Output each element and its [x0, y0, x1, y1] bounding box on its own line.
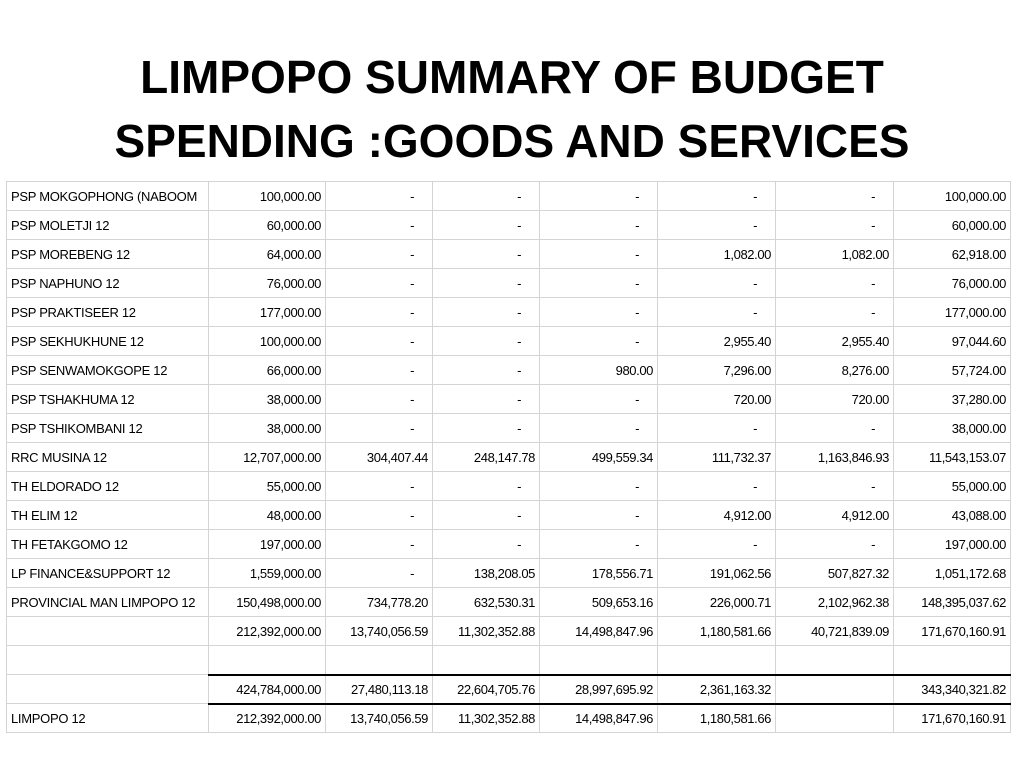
amount-cell: 11,302,352.88 — [433, 617, 540, 646]
budget-spending-table — [6, 181, 1011, 733]
amount-cell: 1,051,172.68 — [894, 559, 1011, 588]
amount-cell: - — [326, 356, 433, 385]
amount-cell: - — [540, 182, 658, 211]
amount-cell: 60,000.00 — [209, 211, 326, 240]
amount-cell: 191,062.56 — [658, 559, 776, 588]
amount-cell: 4,912.00 — [658, 501, 776, 530]
amount-cell: 2,361,163.32 — [658, 675, 776, 704]
amount-cell: 509,653.16 — [540, 588, 658, 617]
amount-cell: 100,000.00 — [209, 327, 326, 356]
row-label-cell: PSP TSHAKHUMA 12 — [7, 385, 209, 414]
amount-cell: 1,163,846.93 — [776, 443, 894, 472]
amount-cell: - — [433, 240, 540, 269]
row-label-cell: PSP NAPHUNO 12 — [7, 269, 209, 298]
amount-cell: - — [433, 182, 540, 211]
amount-cell: 66,000.00 — [209, 356, 326, 385]
amount-cell: 138,208.05 — [433, 559, 540, 588]
row-label-cell: PSP SEKHUKHUNE 12 — [7, 327, 209, 356]
amount-cell: 720.00 — [658, 385, 776, 414]
amount-cell: 37,280.00 — [894, 385, 1011, 414]
table-row — [7, 240, 1011, 269]
table-row — [7, 298, 1011, 327]
amount-cell: 1,180,581.66 — [658, 617, 776, 646]
table-row — [7, 617, 1011, 646]
amount-cell: 60,000.00 — [894, 211, 1011, 240]
amount-cell: - — [326, 211, 433, 240]
amount-cell: 38,000.00 — [209, 414, 326, 443]
amount-cell: - — [776, 211, 894, 240]
amount-cell: - — [326, 298, 433, 327]
amount-cell: 1,082.00 — [776, 240, 894, 269]
amount-cell: 2,955.40 — [658, 327, 776, 356]
amount-cell: - — [776, 472, 894, 501]
amount-cell: 55,000.00 — [894, 472, 1011, 501]
amount-cell: 212,392,000.00 — [209, 704, 326, 733]
table-row — [7, 530, 1011, 559]
amount-cell: 178,556.71 — [540, 559, 658, 588]
row-label-cell — [7, 675, 209, 704]
table-row — [7, 559, 1011, 588]
amount-cell: - — [326, 414, 433, 443]
amount-cell: - — [658, 269, 776, 298]
amount-cell: - — [540, 327, 658, 356]
table-row — [7, 443, 1011, 472]
budget-table-body — [7, 182, 1011, 733]
row-label-cell: PROVINCIAL MAN LIMPOPO 12 — [7, 588, 209, 617]
table-row — [7, 356, 1011, 385]
amount-cell: 507,827.32 — [776, 559, 894, 588]
amount-cell — [776, 704, 894, 733]
row-label-cell: PSP TSHIKOMBANI 12 — [7, 414, 209, 443]
row-label-cell — [7, 617, 209, 646]
amount-cell — [433, 646, 540, 675]
amount-cell: - — [540, 501, 658, 530]
amount-cell: - — [326, 559, 433, 588]
amount-cell — [658, 646, 776, 675]
row-label-cell: PSP PRAKTISEER 12 — [7, 298, 209, 327]
amount-cell: 22,604,705.76 — [433, 675, 540, 704]
amount-cell: 76,000.00 — [209, 269, 326, 298]
amount-cell: - — [776, 414, 894, 443]
amount-cell: - — [776, 269, 894, 298]
amount-cell: - — [326, 385, 433, 414]
amount-cell: - — [433, 472, 540, 501]
amount-cell: 8,276.00 — [776, 356, 894, 385]
amount-cell: 43,088.00 — [894, 501, 1011, 530]
amount-cell: 14,498,847.96 — [540, 704, 658, 733]
amount-cell: - — [658, 472, 776, 501]
row-label-cell: TH ELIM 12 — [7, 501, 209, 530]
amount-cell: 304,407.44 — [326, 443, 433, 472]
amount-cell: - — [776, 298, 894, 327]
amount-cell: - — [540, 530, 658, 559]
amount-cell: 14,498,847.96 — [540, 617, 658, 646]
amount-cell: 499,559.34 — [540, 443, 658, 472]
row-label-cell: TH ELDORADO 12 — [7, 472, 209, 501]
amount-cell: 212,392,000.00 — [209, 617, 326, 646]
amount-cell: - — [776, 182, 894, 211]
amount-cell: - — [776, 530, 894, 559]
amount-cell: 226,000.71 — [658, 588, 776, 617]
amount-cell: - — [433, 530, 540, 559]
amount-cell: - — [540, 414, 658, 443]
amount-cell: - — [540, 211, 658, 240]
amount-cell — [776, 646, 894, 675]
slide-title — [0, 45, 1024, 173]
amount-cell: 720.00 — [776, 385, 894, 414]
table-row — [7, 182, 1011, 211]
amount-cell: 2,102,962.38 — [776, 588, 894, 617]
amount-cell: 55,000.00 — [209, 472, 326, 501]
amount-cell: 62,918.00 — [894, 240, 1011, 269]
amount-cell: - — [433, 414, 540, 443]
amount-cell: 150,498,000.00 — [209, 588, 326, 617]
table-row — [7, 327, 1011, 356]
amount-cell: 7,296.00 — [658, 356, 776, 385]
amount-cell: - — [433, 298, 540, 327]
amount-cell: 171,670,160.91 — [894, 617, 1011, 646]
amount-cell: 4,912.00 — [776, 501, 894, 530]
table-row — [7, 501, 1011, 530]
amount-cell: - — [658, 182, 776, 211]
amount-cell: - — [658, 414, 776, 443]
amount-cell: - — [326, 240, 433, 269]
amount-cell: - — [433, 211, 540, 240]
amount-cell: - — [433, 269, 540, 298]
amount-cell: 13,740,056.59 — [326, 617, 433, 646]
amount-cell — [540, 646, 658, 675]
amount-cell: 97,044.60 — [894, 327, 1011, 356]
amount-cell: - — [326, 269, 433, 298]
row-label-cell: PSP SENWAMOKGOPE 12 — [7, 356, 209, 385]
row-label-cell: PSP MOLETJI 12 — [7, 211, 209, 240]
amount-cell: - — [326, 472, 433, 501]
table-row — [7, 704, 1011, 733]
amount-cell: - — [326, 530, 433, 559]
amount-cell: 11,543,153.07 — [894, 443, 1011, 472]
amount-cell: - — [326, 327, 433, 356]
amount-cell: - — [433, 501, 540, 530]
amount-cell: 2,955.40 — [776, 327, 894, 356]
amount-cell: - — [540, 385, 658, 414]
amount-cell: 40,721,839.09 — [776, 617, 894, 646]
amount-cell: 1,082.00 — [658, 240, 776, 269]
amount-cell: 11,302,352.88 — [433, 704, 540, 733]
table-row — [7, 646, 1011, 675]
amount-cell: - — [433, 385, 540, 414]
amount-cell: 632,530.31 — [433, 588, 540, 617]
amount-cell: 343,340,321.82 — [894, 675, 1011, 704]
amount-cell: 177,000.00 — [894, 298, 1011, 327]
amount-cell — [209, 646, 326, 675]
amount-cell: 424,784,000.00 — [209, 675, 326, 704]
amount-cell: - — [658, 530, 776, 559]
row-label-cell: LP FINANCE&SUPPORT 12 — [7, 559, 209, 588]
amount-cell: 64,000.00 — [209, 240, 326, 269]
amount-cell: 76,000.00 — [894, 269, 1011, 298]
amount-cell — [326, 646, 433, 675]
amount-cell: 197,000.00 — [209, 530, 326, 559]
amount-cell: 27,480,113.18 — [326, 675, 433, 704]
table-row — [7, 675, 1011, 704]
amount-cell: - — [326, 501, 433, 530]
row-label-cell: RRC MUSINA 12 — [7, 443, 209, 472]
slide-title-line-1: LIMPOPO SUMMARY OF BUDGET — [140, 50, 884, 103]
amount-cell — [894, 646, 1011, 675]
amount-cell: 1,559,000.00 — [209, 559, 326, 588]
row-label-cell — [7, 646, 209, 675]
amount-cell: - — [658, 298, 776, 327]
row-label-cell: LIMPOPO 12 — [7, 704, 209, 733]
amount-cell: 1,180,581.66 — [658, 704, 776, 733]
amount-cell: - — [433, 327, 540, 356]
amount-cell: 57,724.00 — [894, 356, 1011, 385]
amount-cell: 100,000.00 — [894, 182, 1011, 211]
amount-cell: 177,000.00 — [209, 298, 326, 327]
table-row — [7, 472, 1011, 501]
amount-cell: 38,000.00 — [894, 414, 1011, 443]
amount-cell: 48,000.00 — [209, 501, 326, 530]
amount-cell: 38,000.00 — [209, 385, 326, 414]
amount-cell: - — [658, 211, 776, 240]
amount-cell: 171,670,160.91 — [894, 704, 1011, 733]
amount-cell: 28,997,695.92 — [540, 675, 658, 704]
amount-cell: - — [540, 472, 658, 501]
amount-cell: 148,395,037.62 — [894, 588, 1011, 617]
amount-cell: 980.00 — [540, 356, 658, 385]
amount-cell: 12,707,000.00 — [209, 443, 326, 472]
amount-cell: 248,147.78 — [433, 443, 540, 472]
amount-cell: - — [326, 182, 433, 211]
amount-cell: - — [540, 269, 658, 298]
amount-cell — [776, 675, 894, 704]
amount-cell: 13,740,056.59 — [326, 704, 433, 733]
amount-cell: - — [433, 356, 540, 385]
amount-cell: - — [540, 240, 658, 269]
amount-cell: 734,778.20 — [326, 588, 433, 617]
slide-title-line-2: SPENDING :GOODS AND SERVICES — [114, 114, 910, 167]
table-row — [7, 385, 1011, 414]
amount-cell: 197,000.00 — [894, 530, 1011, 559]
amount-cell: 111,732.37 — [658, 443, 776, 472]
table-row — [7, 588, 1011, 617]
row-label-cell: TH FETAKGOMO 12 — [7, 530, 209, 559]
table-row — [7, 211, 1011, 240]
row-label-cell: PSP MOREBENG 12 — [7, 240, 209, 269]
row-label-cell: PSP MOKGOPHONG (NABOOM — [7, 182, 209, 211]
table-row — [7, 269, 1011, 298]
amount-cell: - — [540, 298, 658, 327]
table-row — [7, 414, 1011, 443]
amount-cell: 100,000.00 — [209, 182, 326, 211]
